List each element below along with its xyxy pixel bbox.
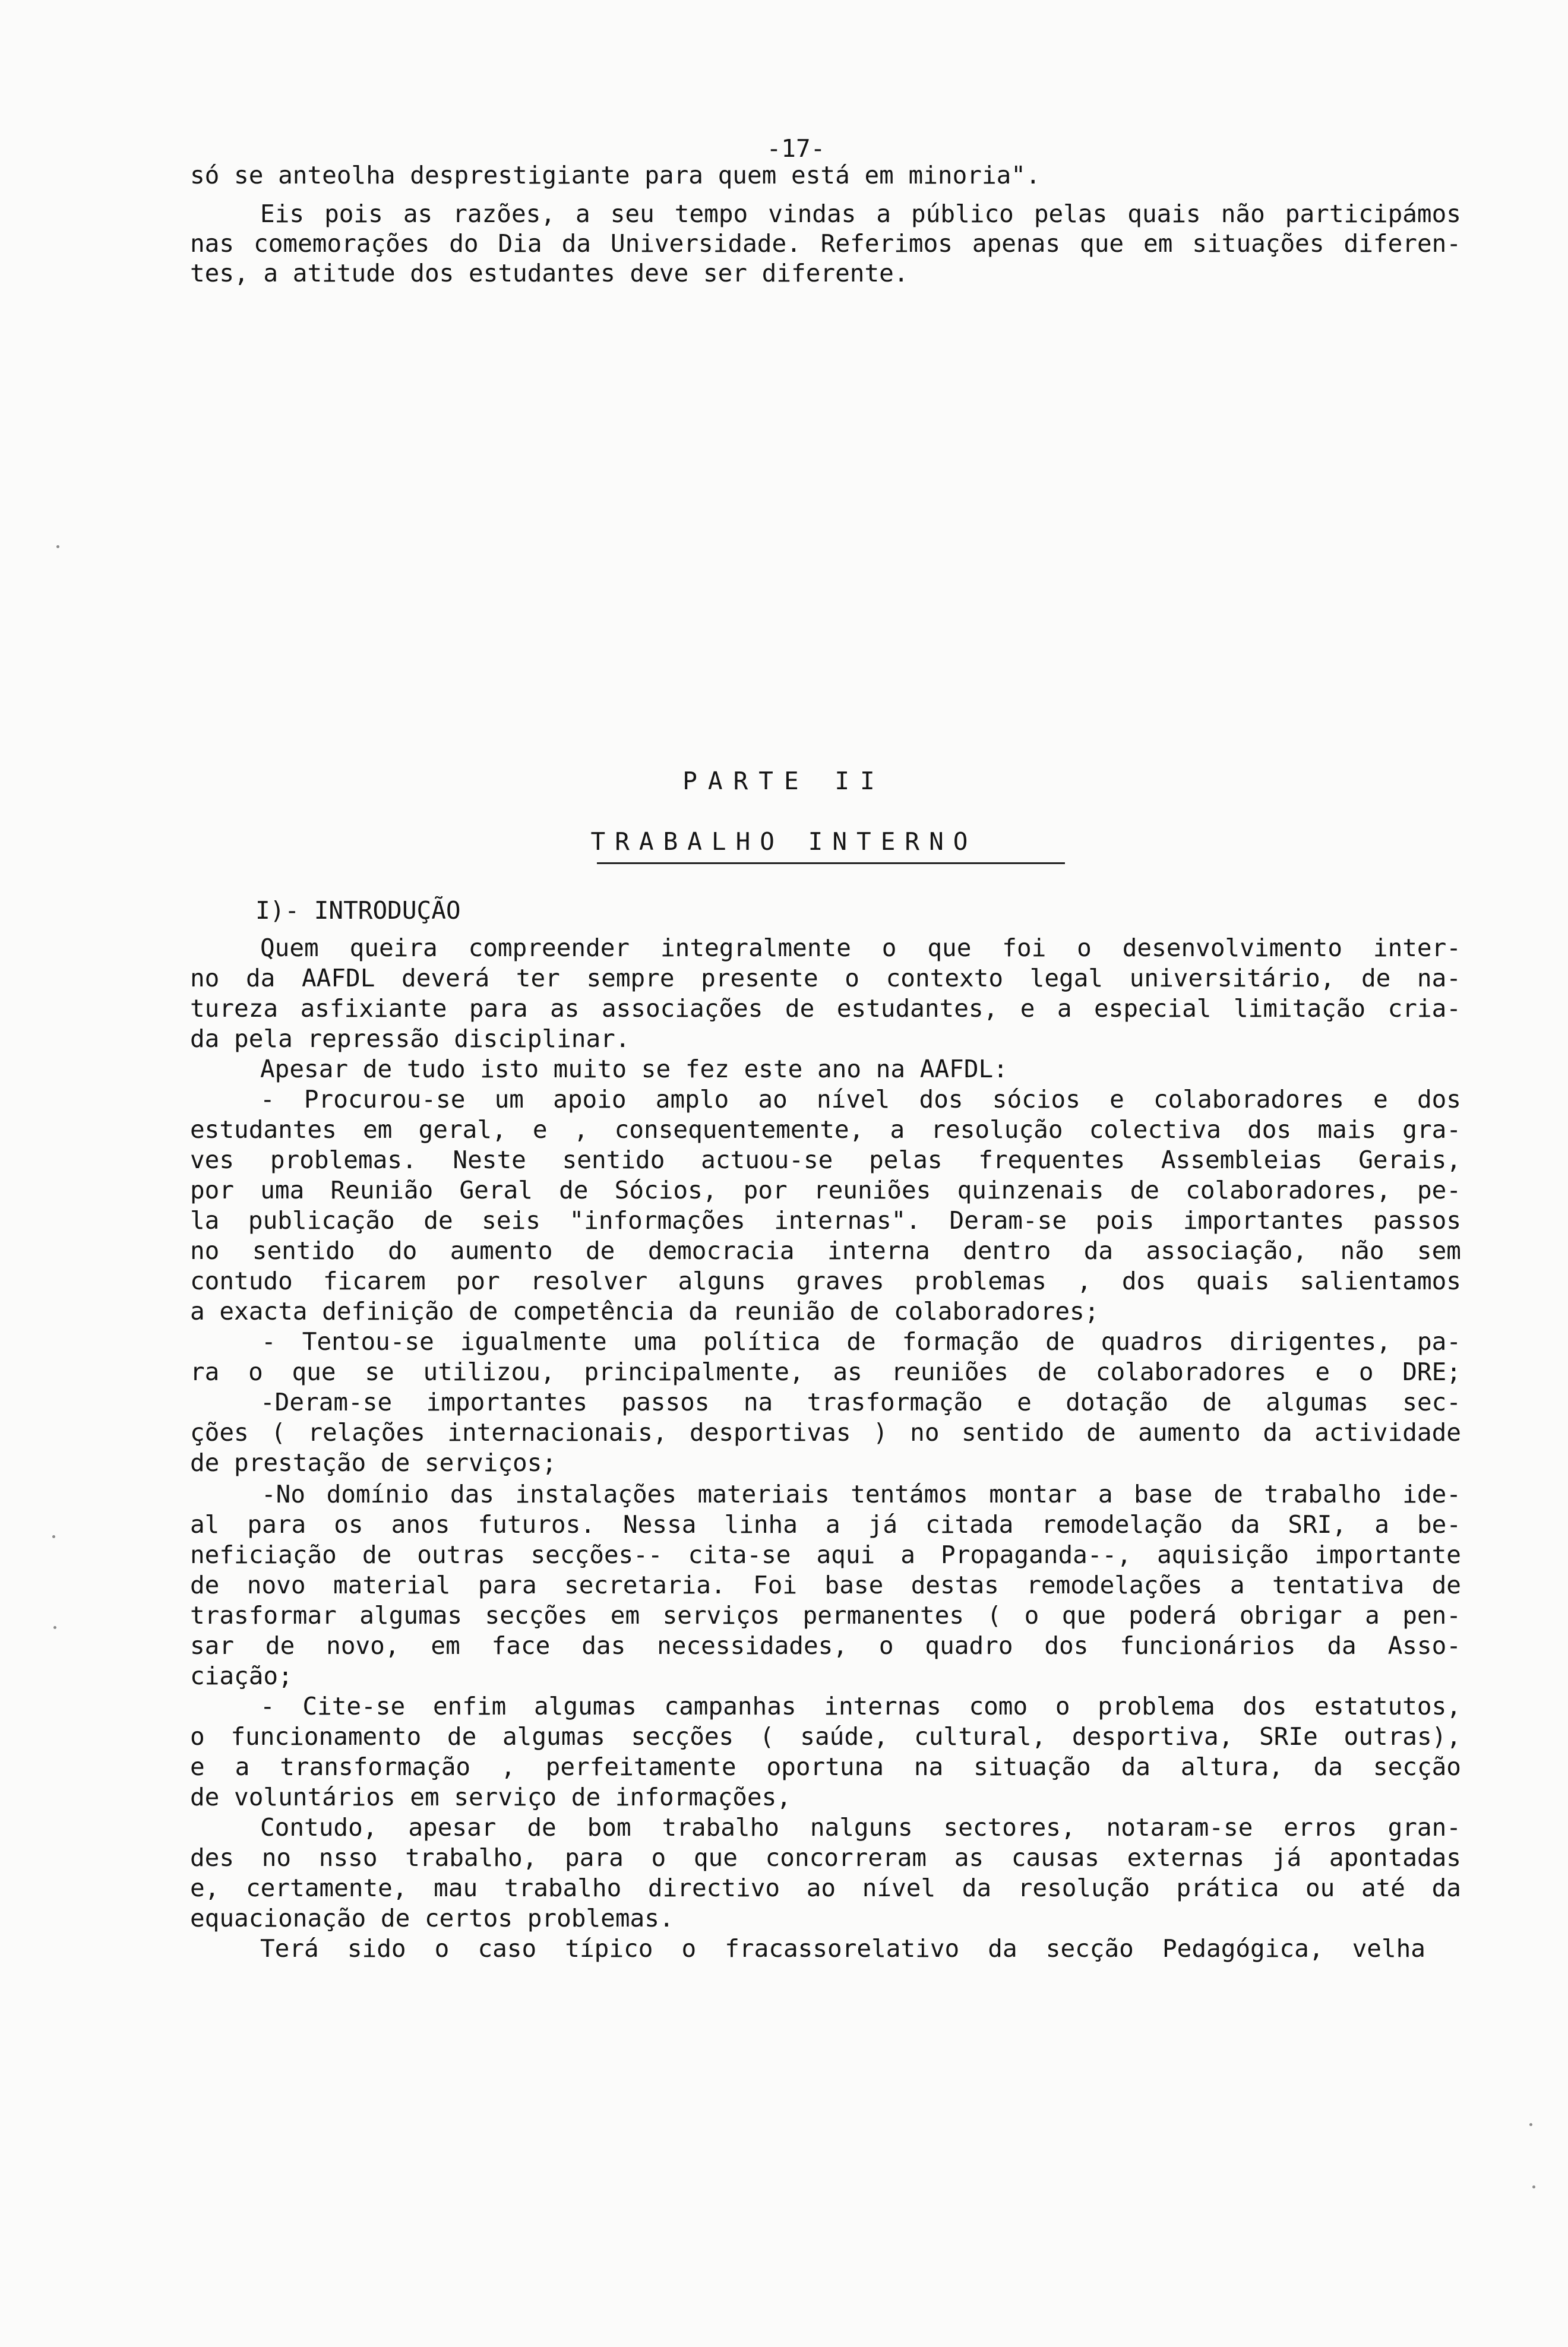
- body-line-26: - Cite-se enfim algumas campanhas internas como o problema dos estatutos,: [260, 1692, 1461, 1720]
- body-line-30: Contudo, apesar de bom trabalho nalguns sectores, notaram-se erros gran-: [260, 1813, 1461, 1842]
- body-line-19: -No domínio das instalações materiais tentámos montar a base de trabalho ide-: [261, 1480, 1461, 1508]
- body-line-20: al para os anos futuros. Nessa linha a já citada remodelação da SRI, a be-: [190, 1510, 1461, 1539]
- scan-speck: [1532, 2185, 1535, 2188]
- body-line-14: - Tentou-se igualmente uma política de formação de quadros dirigentes, pa-: [261, 1327, 1461, 1356]
- body-line-6: - Procurou-se um apoio amplo ao nível dos sócios e colaboradores e dos: [260, 1085, 1461, 1114]
- body-line-2: no da AAFDL deverá ter sempre presente o contexto legal universitário, de na-: [190, 964, 1461, 992]
- part-title: PARTE II: [682, 767, 886, 795]
- scan-speck: [52, 1535, 55, 1538]
- body-line-21: neficiação de outras secções-- cita-se aqui a Propaganda--, aquisição importante: [190, 1541, 1461, 1569]
- scan-speck: [56, 545, 59, 548]
- body-line-11: no sentido do aumento de democracia interna dentro da associação, não sem: [190, 1236, 1461, 1265]
- body-line-34: Terá sido o caso típico o fracassorelativo da secção Pedagógica, velha: [260, 1934, 1425, 1963]
- body-line-10: la publicação de seis "informações internas". Deram-se pois importantes passos: [190, 1206, 1461, 1235]
- body-line-23: trasformar algumas secções em serviços permanentes ( o que poderá obrigar a pen-: [190, 1601, 1461, 1630]
- scan-speck: [53, 1626, 56, 1629]
- body-line-15: ra o que se utilizou, principalmente, as reuniões de colaboradores e o DRE;: [190, 1358, 1461, 1386]
- body-line-7: estudantes em geral, e , consequentemente, a resolução colectiva dos mais gra-: [190, 1115, 1461, 1144]
- body-line-18: de prestação de serviços;: [190, 1448, 557, 1477]
- body-line-1: Quem queira compreender integralmente o que foi o desenvolvimento inter-: [260, 934, 1461, 962]
- body-line-28: e a transformação , perfeitamente oportuna na situação da altura, da secção: [190, 1753, 1461, 1781]
- opening-line-2: Eis pois as razões, a seu tempo vindas a público pelas quais não participámos: [260, 200, 1461, 228]
- body-line-22: de novo material para secretaria. Foi base destas remodelações a tentativa de: [190, 1571, 1461, 1599]
- body-line-16: -Deram-se importantes passos na trasformação e dotação de algumas sec-: [260, 1388, 1461, 1416]
- body-line-8: ves problemas. Neste sentido actuou-se pelas frequentes Assembleias Gerais,: [190, 1146, 1461, 1174]
- body-line-24: sar de novo, em face das necessidades, o quadro dos funcionários da Asso-: [190, 1631, 1461, 1660]
- body-line-13: a exacta definição de competência da reunião de colaboradores;: [190, 1297, 1099, 1326]
- body-line-29: de voluntários em serviço de informações,: [190, 1783, 792, 1811]
- scan-speck: [1529, 2123, 1532, 2126]
- opening-line-1: só se anteolha desprestigiante para quem está em minoria".: [190, 161, 1041, 189]
- body-line-3: tureza asfixiante para as associações de estudantes, e a especial limitação cria-: [190, 994, 1461, 1023]
- body-line-9: por uma Reunião Geral de Sócios, por reuniões quinzenais de colaboradores, pe-: [190, 1176, 1461, 1204]
- page-number: -17-: [766, 134, 826, 163]
- body-line-17: ções ( relações internacionais, desportivas ) no sentido de aumento da actividade: [190, 1418, 1461, 1447]
- opening-line-4: tes, a atitude dos estudantes deve ser diferente.: [190, 259, 909, 287]
- body-line-33: equacionação de certos problemas.: [190, 1904, 674, 1932]
- part-subtitle: TRABALHO INTERNO: [590, 827, 978, 856]
- body-line-32: e, certamente, mau trabalho directivo ao nível da resolução prática ou até da: [190, 1874, 1461, 1902]
- body-line-27: o funcionamento de algumas secções ( saúde, cultural, desportiva, SRIe outras),: [190, 1722, 1461, 1751]
- body-line-31: des no nsso trabalho, para o que concorreram as causas externas já apontadas: [190, 1843, 1461, 1872]
- subtitle-underline: [597, 862, 1065, 864]
- body-line-12: contudo ficarem por resolver alguns graves problemas , dos quais salientamos: [190, 1267, 1461, 1295]
- body-line-25: ciação;: [190, 1662, 293, 1690]
- body-line-5: Apesar de tudo isto muito se fez este ano na AAFDL:: [260, 1055, 1008, 1083]
- section-heading: I)- INTRODUÇÃO: [255, 896, 461, 925]
- body-line-4: da pela repressão disciplinar.: [190, 1024, 630, 1053]
- opening-line-3: nas comemorações do Dia da Universidade. Referimos apenas que em situações diferen-: [190, 229, 1461, 258]
